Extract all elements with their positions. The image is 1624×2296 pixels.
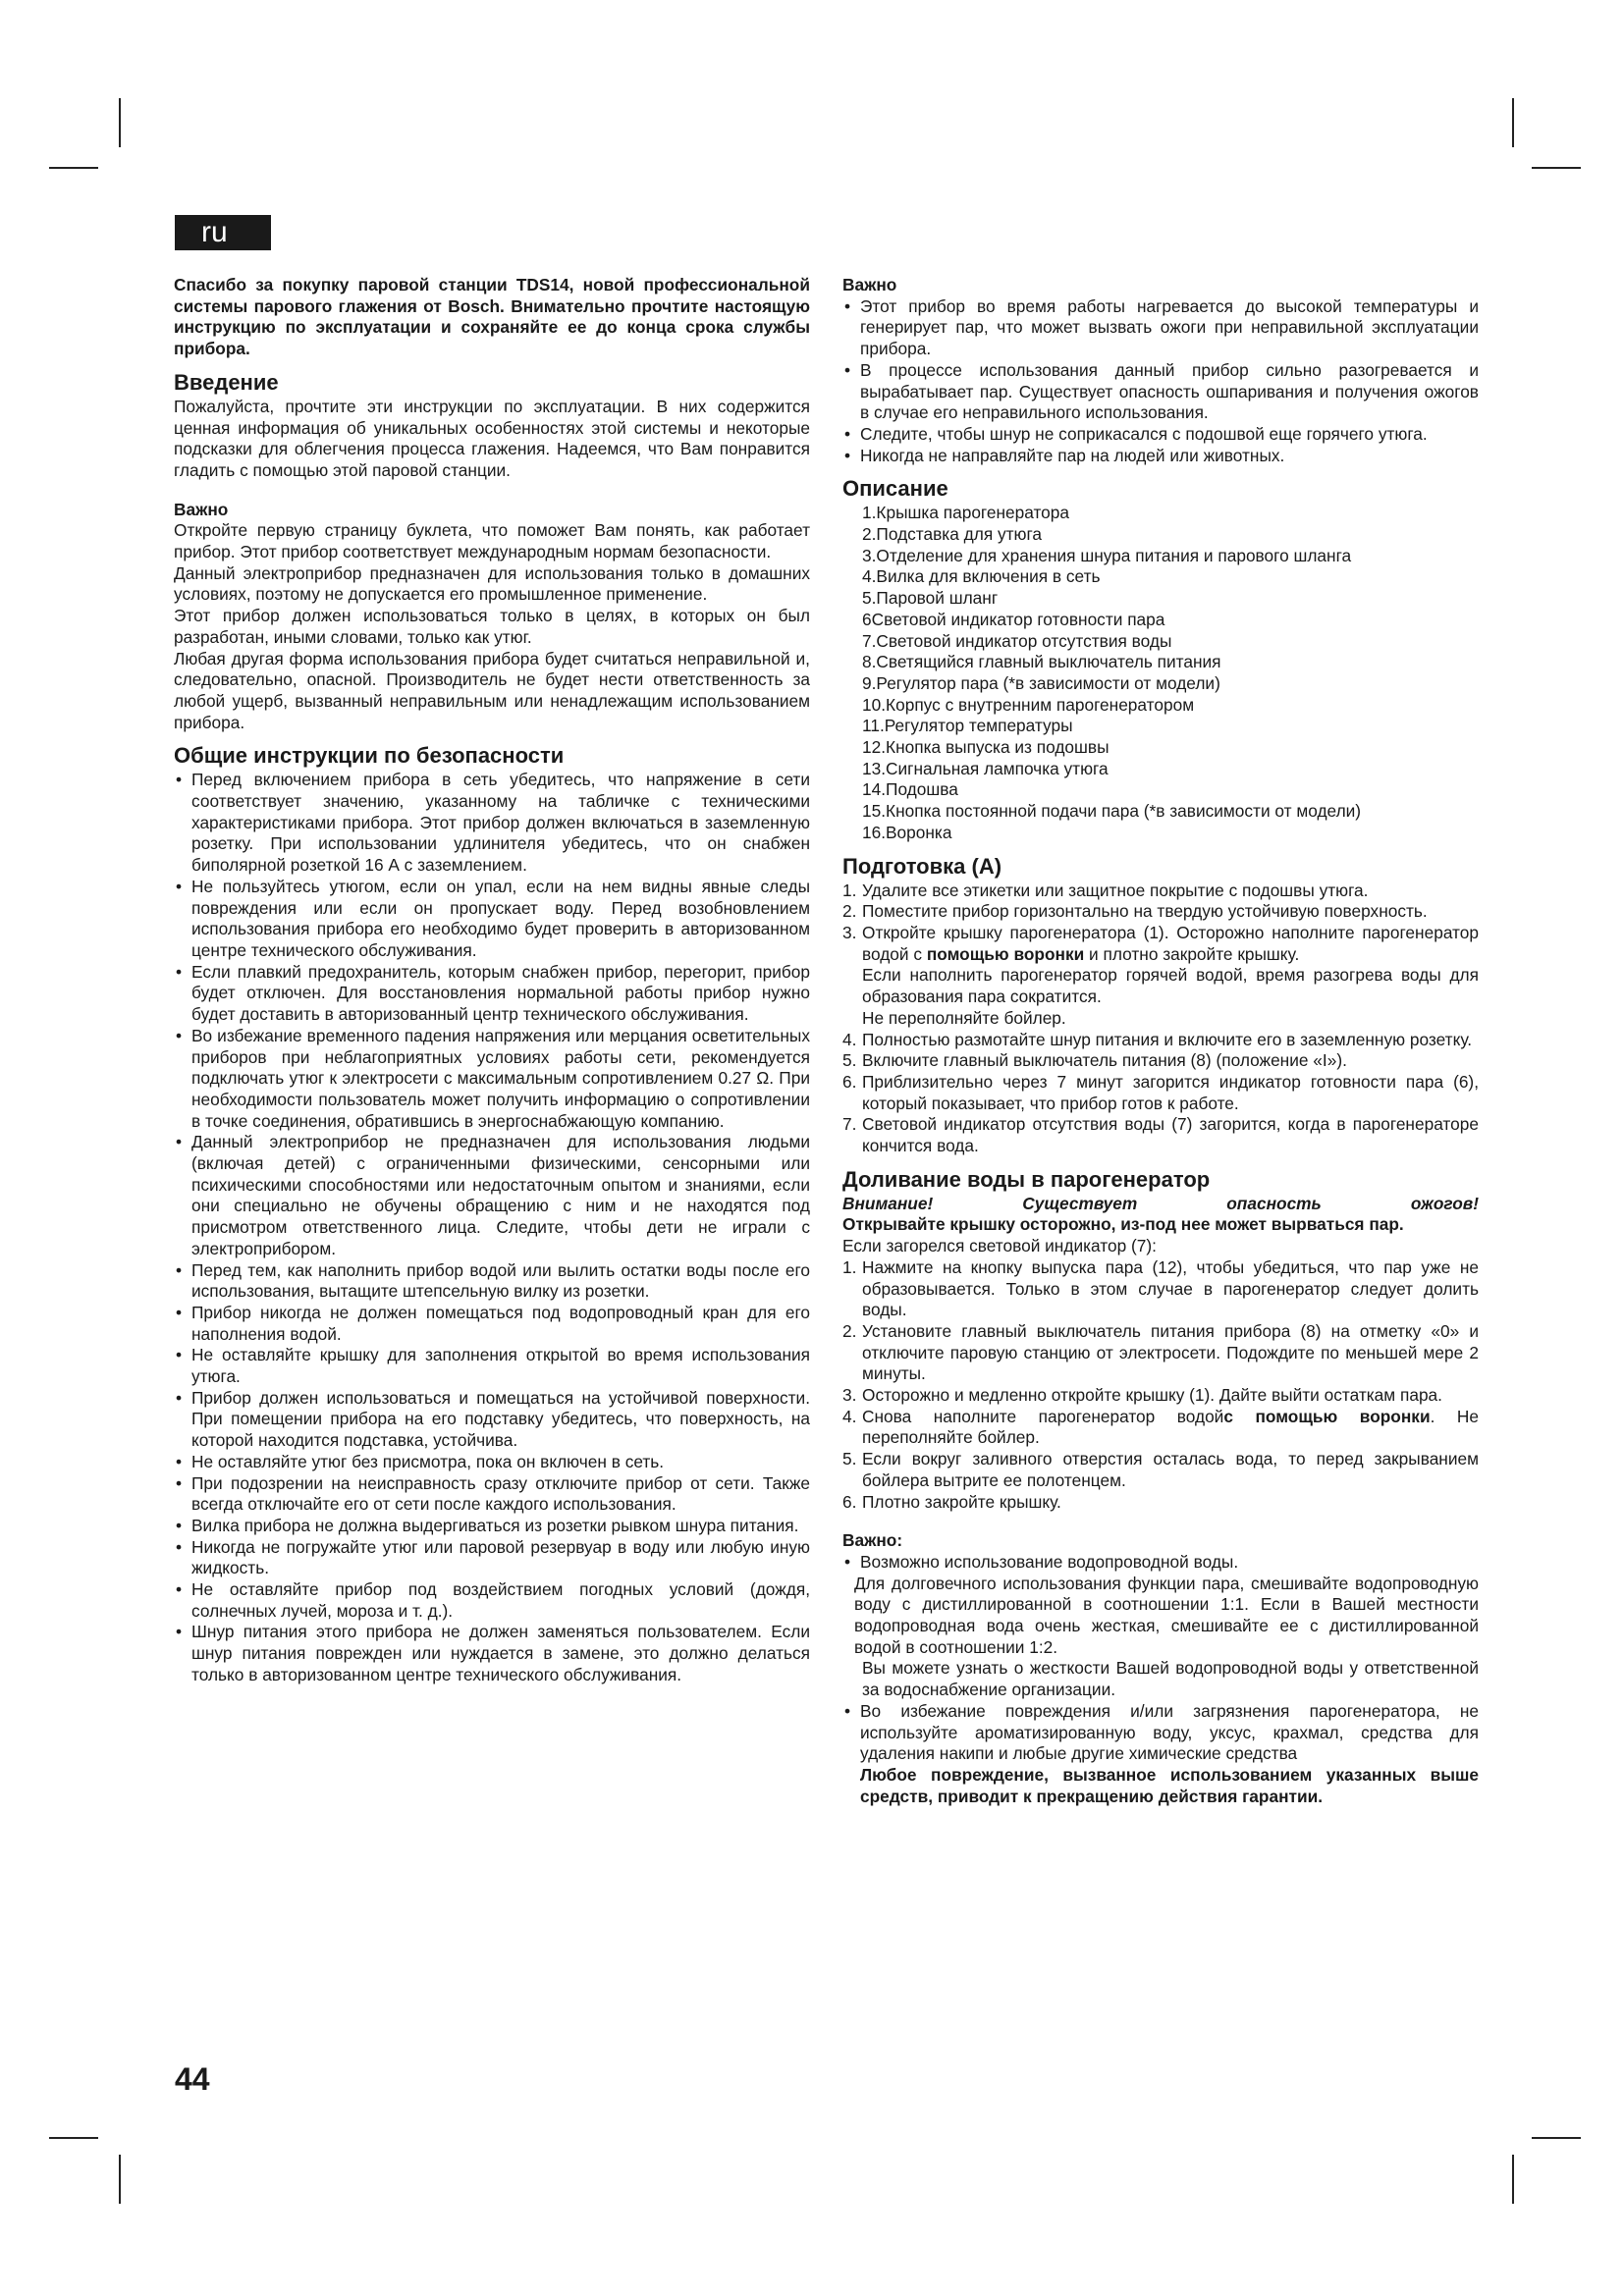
list-item: • Шнур питания этого прибора не должен заменяться пользователем. Если шнур питания поврежден или нуждается в замене, это должно делаться только в авторизованном центре технического обслуживания. (174, 1622, 810, 1685)
description-item-text: Световой индикатор готовности пара (871, 609, 1165, 629)
description-item (842, 779, 1479, 801)
description-item-number: 4. (862, 566, 877, 587)
important2-paragraph: Для долговечного использования функции пара, смешивайте водопроводную воду с дистиллированной в соотношении 1:1. Если в Вашей местности водопроводная вода очень жесткая, смешивайте ее с дистиллированной водой в соотношении 1:2. (854, 1573, 1479, 1657)
description-list (842, 503, 1479, 843)
introduction-text: Пожалуйста, прочтите эти инструкции по эксплуатации. В них содержится ценная информация об уникальных особенностях этой системы и некоторые подсказки для облегчения процесса глажения. Надеемся, что Вам понравится гладить с помощью этой паровой станции. (174, 396, 810, 480)
important-heading: Важно (174, 499, 229, 519)
description-item-number: 7. (862, 630, 877, 651)
important2-list (842, 1701, 1479, 1808)
description-item-text: Подставка для утюга (876, 524, 1043, 545)
important-paragraph: Любая другая форма использования прибора будет считаться неправильной и, следовательно, опасной. Производитель не будет нести ответственность за любой ущерб, вызванный неправильным или ненадлежащим использованием прибора. (174, 648, 810, 732)
description-item (842, 716, 1479, 737)
description-item-text: Корпус с внутренним парогенератором (886, 694, 1195, 715)
crop-mark (119, 2155, 121, 2204)
description-item-text: Светящийся главный выключатель питания (876, 652, 1221, 672)
description-item (842, 652, 1479, 673)
list-item: • Никогда не направляйте пар на людей или животных. (842, 446, 1479, 467)
list-item: • Не пользуйтесь утюгом, если он упал, если на нем видны явные следы повреждения или если он пропускает воду. Перед возобновлением использования прибора его необходимо будет проверить в авторизованном центре технического обслуживания. (174, 877, 810, 962)
description-item-number: 13. (862, 758, 887, 778)
description-item-number: 12. (862, 737, 887, 758)
description-item (842, 823, 1479, 844)
description-item-number: 10. (862, 694, 887, 715)
preparation-list (842, 881, 1479, 1157)
description-item (842, 524, 1479, 546)
description-heading: Описание (842, 476, 948, 502)
language-tag: ru (175, 215, 271, 250)
safety-list (174, 770, 810, 1685)
warning-bold-text: Открывайте крышку осторожно, из-под нее может вырваться пар. (842, 1214, 1404, 1235)
description-item (842, 503, 1479, 524)
list-item: • Этот прибор во время работы нагревается до высокой температуры и генерирует пар, что может вызвать ожоги при неправильной эксплуатации прибора. (842, 296, 1479, 360)
list-item: 6. Приблизительно через 7 минут загорится индикатор готовности пара (6), который показывает, что прибор готов к работе. (842, 1071, 1479, 1113)
crop-mark (49, 167, 98, 169)
description-item (842, 759, 1479, 780)
list-item: 4. Снова наполните парогенератор водойс помощью воронки. Не переполняйте бойлер. (842, 1406, 1479, 1448)
list-item: 4. Полностью размотайте шнур питания и включите его в заземленную розетку. (842, 1029, 1473, 1049)
description-item-text: Кнопка выпуска из подошвы (886, 737, 1110, 758)
list-item: 3. Осторожно и медленно откройте крышку (1). Дайте выйти остаткам пара. (842, 1385, 1442, 1406)
list-item: • Перед тем, как наполнить прибор водой или вылить остатки воды после его использования, вытащите штепсельную вилку из розетки. (174, 1260, 810, 1303)
important-heading: Важно (842, 275, 897, 294)
important-paragraph: Данный электроприбор предназначен для использования только в домашних условиях, поэтому не допускается его промышленное применение. (174, 562, 810, 605)
important-paragraph: Откройте первую страницу буклета, что поможет Вам понять, как работает прибор. Этот прибор соответствует международным нормам безопасности. (174, 520, 810, 562)
list-item: • Вилка прибора не должна выдергиваться из розетки рывком шнура питания. (174, 1516, 810, 1537)
list-item: • В процессе использования данный прибор сильно разогревается и вырабатывает пар. Существует опасность ошпаривания и получения ожогов в случае его неправильного использования. (842, 360, 1479, 424)
list-item: 6. Плотно закройте крышку. (842, 1491, 1061, 1512)
description-item-number: 14. (862, 779, 887, 800)
warranty-warning: Любое повреждение, вызванное использованием указанных выше средств, приводит к прекращению действия гарантии. (860, 1765, 1479, 1806)
description-item-number: 16. (862, 822, 887, 842)
crop-mark (1512, 98, 1514, 147)
description-item (842, 546, 1479, 567)
list-item: • Перед включением прибора в сеть убедитесь, что напряжение в сети соответствует значению, указанному на табличке с техническими характеристиками прибора. Этот прибор должен включаться в заземленную розетку. При использовании удлинителя убедитесь, что он снабжен биполярной розеткой 16 А с заземлением. (174, 770, 810, 877)
list-item: 2. Установите главный выключатель питания прибора (8) на отметку «0» и отключите паровую станцию от электросети. Подождите по меньшей мере 2 минуты. (842, 1320, 1479, 1384)
list-item: • Во избежание повреждения и/или загрязнения парогенератора, не используйте ароматизированную воду, уксус, крахмал, средства для удаления накипи и любые другие химические средства Любое повреждение, вызванное использованием указанных выше средств, приводит к прекращению действия гарантии. (842, 1701, 1479, 1808)
description-item-text: Крышка парогенератора (876, 503, 1070, 523)
intro-paragraph: Спасибо за покупку паровой станции TDS14, новой профессиональной системы парового глажения от Bosch. Внимательно прочтите настоящую инструкцию по эксплуатации и сохраняйте ее до конца срока службы прибора. (174, 275, 810, 359)
list-item: 7. Световой индикатор отсутствия воды (7) загорится, когда в парогенераторе кончится вода. (842, 1114, 1479, 1156)
burn-warning: Внимание! Существует опасность ожогов! (842, 1193, 1479, 1213)
list-item: • Не оставляйте прибор под воздействием погодных условий (дождя, солнечных лучей, мороза и т. д.). (174, 1579, 810, 1622)
refill-heading: Доливание воды в парогенератор (842, 1166, 1211, 1192)
description-item-text: Отделение для хранения шнура питания и парового шланга (876, 545, 1352, 565)
crop-mark (1512, 2155, 1514, 2204)
description-item-text: Вилка для включения в сеть (876, 566, 1101, 587)
list-item: • Возможно использование водопроводной воды. (842, 1552, 1479, 1574)
description-item-text: Световой индикатор отсутствия воды (876, 630, 1172, 651)
list-item: • Следите, чтобы шнур не соприкасался с подошвой еще горячего утюга. (842, 424, 1479, 446)
description-item (842, 695, 1479, 717)
list-item: • Если плавкий предохранитель, которым снабжен прибор, перегорит, прибор будет отключен. Для восстановления нормальной работы прибор нужно будет доставить в авторизованный центр технического обслуживания. (174, 962, 810, 1026)
description-item (842, 631, 1479, 653)
description-item-number: 8. (862, 652, 877, 672)
description-item-number: 15. (862, 801, 887, 822)
prep-note: Если наполнить парогенератор горячей водой, время разогрева воды для образования пара сократится. (862, 965, 1479, 1007)
preparation-heading: Подготовка (А) (842, 853, 1002, 879)
list-item: 1. Удалите все этикетки или защитное покрытие с подошвы утюга. (842, 880, 1369, 900)
list-item: • Прибор должен использоваться и помещаться на устойчивой поверхности. При помещении прибора на его подставку убедитесь, что поверхность, на которой находится подставка, устойчива. (174, 1388, 810, 1452)
important-list (842, 296, 1479, 467)
description-item-text: Регулятор температуры (884, 716, 1073, 736)
list-item: • Прибор никогда не должен помещаться под водопроводный кран для его наполнения водой. (174, 1303, 810, 1345)
list-item: 5. Включите главный выключатель питания (8) (положение «I»). (842, 1050, 1347, 1071)
important2-list (842, 1552, 1479, 1574)
description-item-text: Подошва (886, 779, 958, 800)
description-item-number: 3. (862, 545, 877, 565)
description-item-text: Паровой шланг (876, 588, 999, 609)
right-column (842, 275, 1479, 1807)
description-item (842, 673, 1479, 695)
crop-mark (119, 98, 121, 147)
description-item-number: 9. (862, 672, 877, 693)
crop-mark (1532, 2137, 1581, 2139)
important2-heading: Важно: (842, 1530, 903, 1551)
left-column (174, 275, 810, 1686)
introduction-heading: Введение (174, 369, 279, 395)
description-item-number: 11. (862, 716, 885, 736)
crop-mark (1532, 167, 1581, 169)
list-item: • Не оставляйте утюг без присмотра, пока он включен в сеть. (174, 1452, 810, 1473)
crop-mark (49, 2137, 98, 2139)
description-item (842, 610, 1479, 631)
list-item: 3. Откройте крышку парогенератора (1). Осторожно наполните парогенератор водой с помощью воронки и плотно закройте крышку. Если наполнить парогенератор горячей водой, время разогрева воды для образования пара сократится. Не переполняйте бойлер. (842, 922, 1479, 1028)
list-item: 2. Поместите прибор горизонтально на твердую устойчивую поверхность. (842, 901, 1428, 922)
description-item-text: Воронка (886, 822, 952, 842)
description-item (842, 737, 1479, 759)
description-item-number: 1. (862, 503, 877, 523)
safety-heading: Общие инструкции по безопасности (174, 743, 565, 769)
important-paragraph: Этот прибор должен использоваться только в целях, в которых он был разработан, иными словами, только как утюг. (174, 606, 810, 647)
description-item-text: Сигнальная лампочка утюга (886, 758, 1109, 778)
list-item: • Данный электроприбор не предназначен для использования людьми (включая детей) с ограниченными физическими, сенсорными или психическими способностями или недостаточным опытом и знаниями, если они специально не обучены обращению с ним и не находятся под присмотром ответственного лица. Следите, чтобы дети не играли с электроприбором. (174, 1132, 810, 1259)
description-item (842, 566, 1479, 588)
description-item-text: Регулятор пара (*в зависимости от модели) (876, 672, 1220, 693)
description-item (842, 588, 1479, 610)
refill-list (842, 1257, 1479, 1513)
list-item: 1. Нажмите на кнопку выпуска пара (12), чтобы убедиться, что пар уже не образовывается. Только в этом случае в парогенератор следует долить воды. (842, 1256, 1479, 1320)
description-item-number: 2. (862, 524, 877, 545)
list-item: 5. Если вокруг заливного отверстия осталась вода, то перед закрыванием бойлера вытрите ее полотенцем. (842, 1449, 1479, 1490)
description-item (842, 801, 1479, 823)
list-item: • Во избежание временного падения напряжения или мерцания осветительных приборов при неблагоприятных условиях работы сети, рекомендуется подключать утюг к электросети с максимальным сопротивлением 0.27 Ω. При необходимости пользователь может получить информацию о сопротивлении в точке соединения, обратившись в энергоснабжающую компанию. (174, 1026, 810, 1133)
prep-note: Не переполняйте бойлер. (862, 1007, 1066, 1028)
list-item: • При подозрении на неисправность сразу отключите прибор от сети. Также всегда отключайте его от сети после каждого использования. (174, 1473, 810, 1516)
refill-intro: Если загорелся световой индикатор (7): (842, 1236, 1157, 1256)
description-item-text: Кнопка постоянной подачи пара (*в зависимости от модели) (886, 801, 1362, 822)
list-item: • Никогда не погружайте утюг или паровой резервуар в воду или любую иную жидкость. (174, 1537, 810, 1579)
description-item-number: 5. (862, 588, 877, 609)
important2-paragraph: Вы можете узнать о жесткости Вашей водопроводной воды у ответственной за водоснабжение организации. (862, 1658, 1479, 1700)
list-item: • Не оставляйте крышку для заполнения открытой во время использования утюга. (174, 1345, 810, 1387)
page-number: 44 (175, 2061, 210, 2097)
description-item-number: 6 (862, 609, 872, 629)
